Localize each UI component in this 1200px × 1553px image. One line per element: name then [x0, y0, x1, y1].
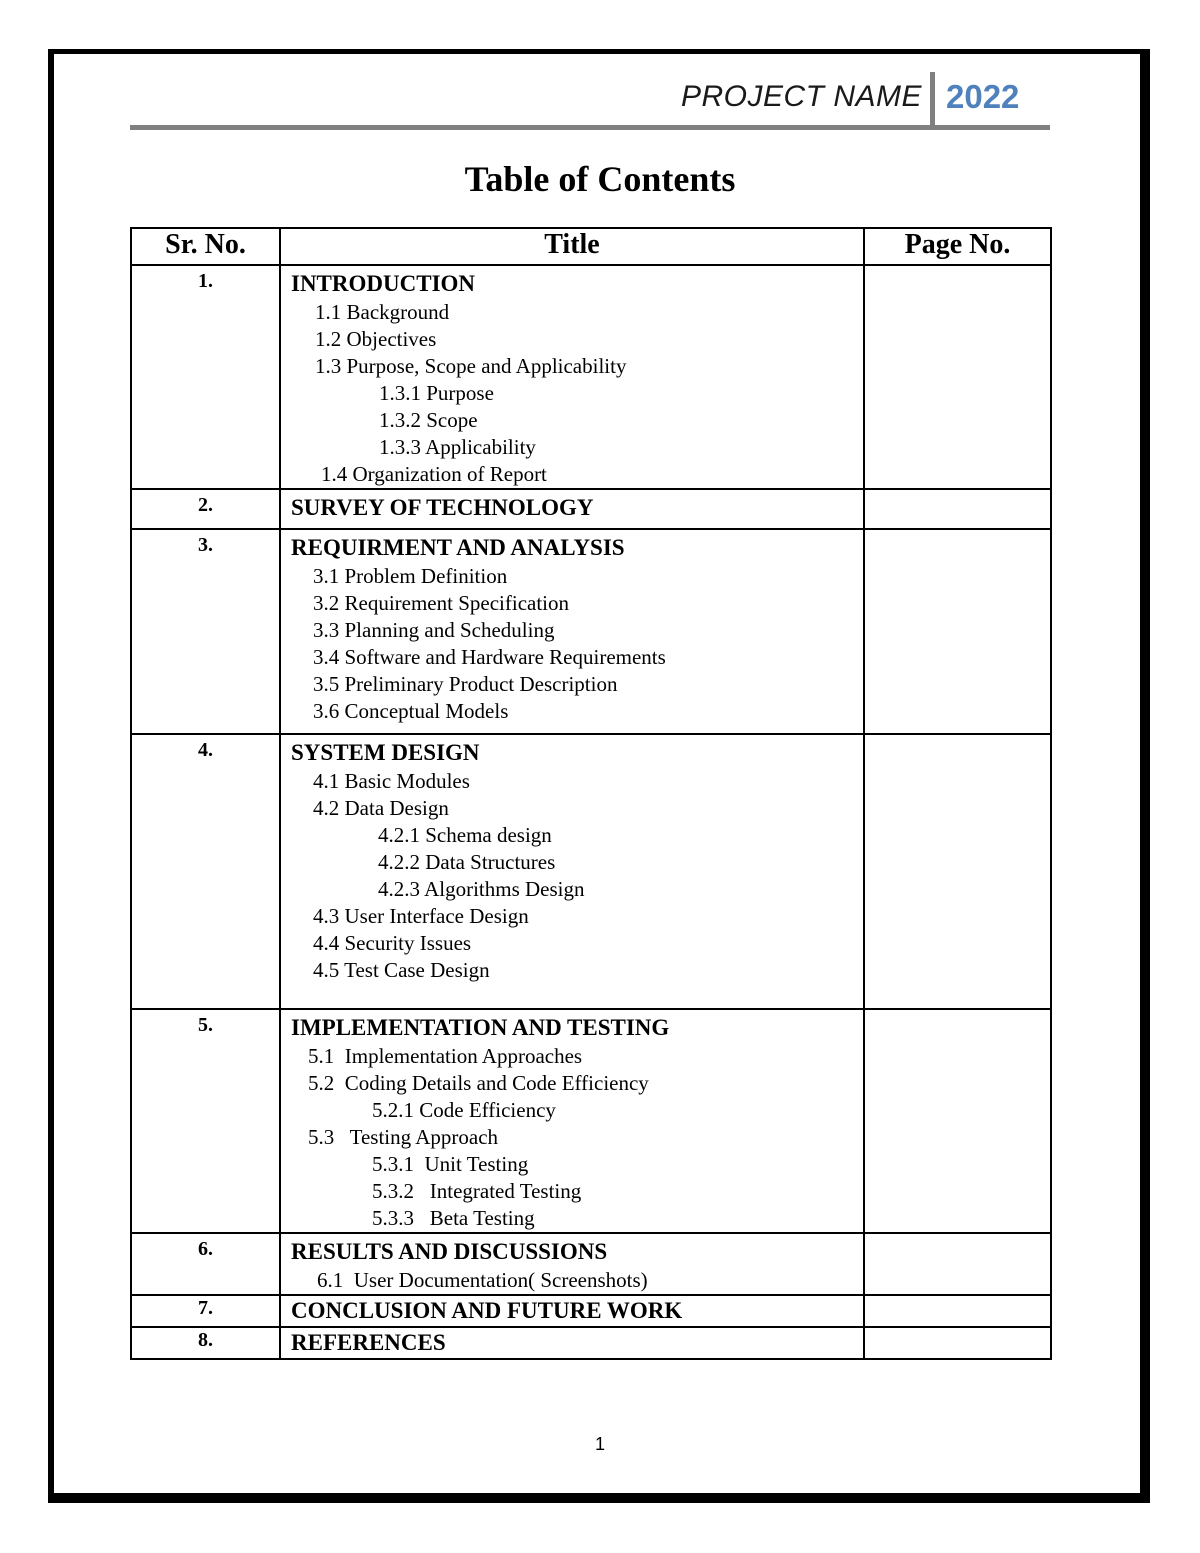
header-rule — [130, 125, 1050, 130]
subsection-item: 3.2 Requirement Specification — [313, 591, 570, 615]
subsection-item: 1.1 Background — [315, 300, 450, 324]
header-year: 2022 — [946, 78, 1020, 115]
column-header-sr-no: Sr. No. — [131, 228, 280, 265]
title-cell — [280, 489, 864, 529]
subsection-item: 5.3.3 Beta Testing — [372, 1206, 535, 1230]
subsection-item: 3.1 Problem Definition — [313, 564, 508, 588]
subsection-item: 1.2 Objectives — [315, 327, 437, 351]
page-no-cell — [864, 1233, 1051, 1295]
table-row — [131, 265, 1051, 489]
title-cell — [280, 1233, 864, 1295]
subsection-item: 1.3.3 Applicability — [379, 435, 536, 459]
subsection-item: 4.1 Basic Modules — [313, 769, 470, 793]
table-row — [131, 1295, 1051, 1327]
subsection-item: 5.3.2 Integrated Testing — [372, 1179, 582, 1203]
column-header-title: Title — [280, 228, 864, 265]
project-name: PROJECT NAME — [680, 80, 922, 113]
toc-table — [130, 227, 1052, 1360]
table-row — [131, 1233, 1051, 1295]
header-divider — [930, 72, 935, 128]
sr-no-cell: 8. — [131, 1327, 280, 1359]
sr-no-cell: 7. — [131, 1295, 280, 1327]
table-row — [131, 734, 1051, 1009]
subsection-item: 3.5 Preliminary Product Description — [313, 672, 618, 696]
table-row — [131, 1327, 1051, 1359]
title-cell — [280, 265, 864, 489]
subsection-item: 4.2.3 Algorithms Design — [378, 877, 585, 901]
sr-no-cell: 1. — [131, 265, 280, 489]
subsection-item: 1.3.2 Scope — [379, 408, 478, 432]
subsection-item: 5.2.1 Code Efficiency — [372, 1098, 556, 1122]
table-row — [131, 489, 1051, 529]
page-no-cell — [864, 734, 1051, 1009]
page-no-cell — [864, 1327, 1051, 1359]
title-cell — [280, 1009, 864, 1233]
page-no-cell — [864, 489, 1051, 529]
title-cell — [280, 734, 864, 1009]
section-title: REFERENCES — [291, 1330, 446, 1355]
table-row — [131, 529, 1051, 734]
page-no-cell — [864, 529, 1051, 734]
sr-no-cell: 6. — [131, 1233, 280, 1295]
toc-header-row — [131, 228, 1051, 265]
page-no-cell — [864, 1009, 1051, 1233]
sr-no-cell: 2. — [131, 489, 280, 529]
subsection-item: 4.5 Test Case Design — [313, 958, 490, 982]
sr-no-cell: 5. — [131, 1009, 280, 1233]
title-cell — [280, 1295, 864, 1327]
section-title: INTRODUCTION — [291, 271, 476, 296]
section-title: RESULTS AND DISCUSSIONS — [291, 1239, 608, 1264]
subsection-item: 4.2 Data Design — [313, 796, 449, 820]
subsection-item: 1.3 Purpose, Scope and Applicability — [315, 354, 627, 378]
section-title: REQUIRMENT AND ANALYSIS — [291, 535, 625, 560]
subsection-item: 6.1 User Documentation( Screenshots) — [317, 1268, 648, 1292]
subsection-item: 3.4 Software and Hardware Requirements — [313, 645, 666, 669]
column-header-page-no: Page No. — [864, 228, 1051, 265]
page-no-cell — [864, 265, 1051, 489]
subsection-item: 3.6 Conceptual Models — [313, 699, 509, 723]
subsection-item: 5.3.1 Unit Testing — [372, 1152, 529, 1176]
subsection-item: 5.3 Testing Approach — [308, 1125, 499, 1149]
sr-no-cell: 4. — [131, 734, 280, 1009]
subsection-item: 4.2.1 Schema design — [378, 823, 552, 847]
title-cell — [280, 529, 864, 734]
subsection-item: 1.4 Organization of Report — [321, 462, 547, 486]
subsection-item: 4.4 Security Issues — [313, 931, 472, 955]
table-row — [131, 1009, 1051, 1233]
document-title: Table of Contents — [464, 159, 736, 199]
subsection-item: 5.1 Implementation Approaches — [308, 1044, 583, 1068]
page-number: 1 — [594, 1434, 605, 1454]
subsection-item: 1.3.1 Purpose — [379, 381, 494, 405]
subsection-item: 5.2 Coding Details and Code Efficiency — [308, 1071, 649, 1095]
section-title: SURVEY OF TECHNOLOGY — [291, 495, 594, 520]
section-title: CONCLUSION AND FUTURE WORK — [291, 1298, 683, 1323]
subsection-item: 4.2.2 Data Structures — [378, 850, 556, 874]
section-title: SYSTEM DESIGN — [291, 740, 480, 765]
page-header — [130, 72, 1050, 130]
section-title: IMPLEMENTATION AND TESTING — [291, 1015, 670, 1040]
sr-no-cell: 3. — [131, 529, 280, 734]
page-no-cell — [864, 1295, 1051, 1327]
subsection-item: 4.3 User Interface Design — [313, 904, 529, 928]
title-cell — [280, 1327, 864, 1359]
subsection-item: 3.3 Planning and Scheduling — [313, 618, 555, 642]
